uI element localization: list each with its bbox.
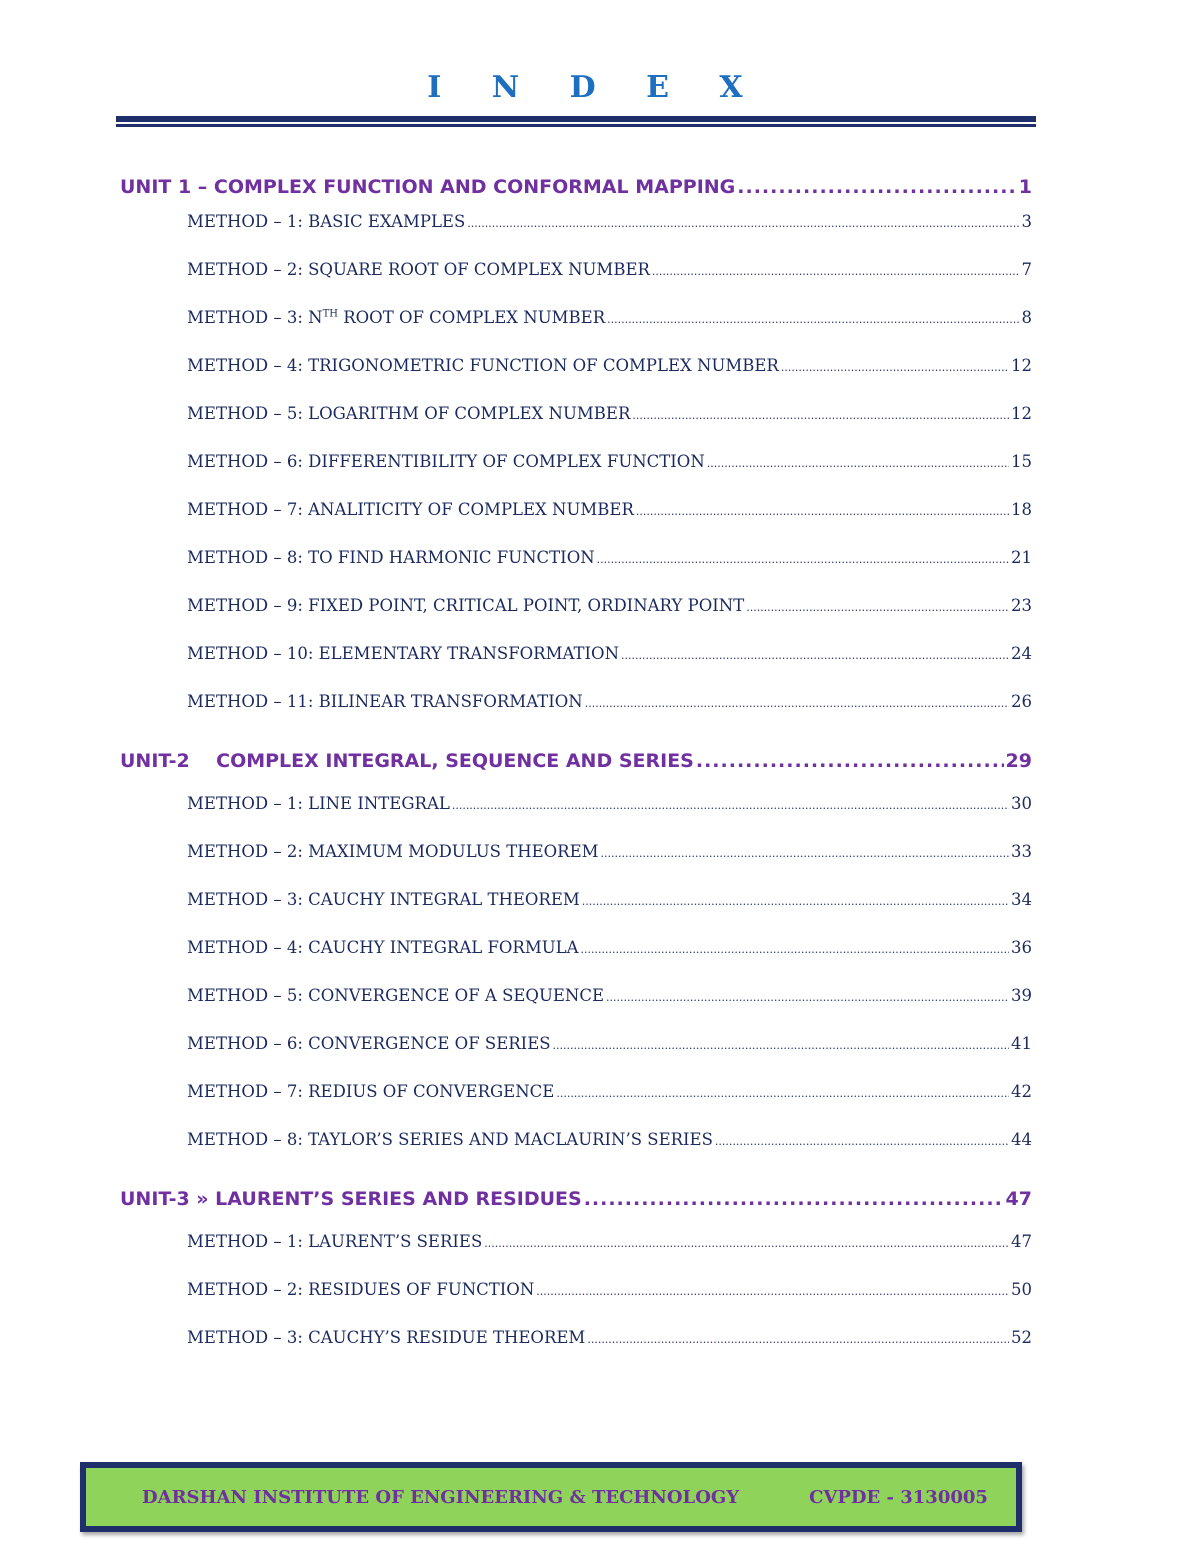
- toc-unit-3[interactable]: [120, 1188, 1032, 1224]
- method-page: 8: [1021, 308, 1032, 327]
- toc-method[interactable]: [187, 1232, 1032, 1280]
- dot-leader: [452, 799, 1009, 812]
- dot-leader: [707, 457, 1009, 470]
- method-title: METHOD – 3: CAUCHY INTEGRAL THEOREM: [187, 890, 580, 909]
- unit-page: 1: [1018, 176, 1032, 198]
- method-page: 23: [1011, 596, 1032, 615]
- method-page: 52: [1011, 1328, 1032, 1347]
- dot-leader: [484, 1237, 1009, 1250]
- dot-leader: [587, 1333, 1009, 1346]
- unit-title: UNIT-2 COMPLEX INTEGRAL, SEQUENCE AND SERIES: [120, 750, 694, 772]
- method-page: 12: [1011, 404, 1032, 423]
- toc-method[interactable]: [187, 938, 1032, 986]
- method-page: 36: [1011, 938, 1032, 957]
- method-title-post: ROOT OF COMPLEX NUMBER: [337, 308, 606, 327]
- method-title: METHOD – 9: FIXED POINT, CRITICAL POINT, ORDINARY POINT: [187, 596, 745, 615]
- method-page: 3: [1021, 212, 1032, 231]
- method-title: METHOD – 11: BILINEAR TRANSFORMATION: [187, 692, 583, 711]
- method-title: METHOD – 6: DIFFERENTIBILITY OF COMPLEX FUNCTION: [187, 452, 705, 471]
- toc-method[interactable]: [187, 1130, 1032, 1178]
- dot-leader: [632, 409, 1009, 422]
- method-page: 41: [1011, 1034, 1032, 1053]
- method-title: METHOD – 4: CAUCHY INTEGRAL FORMULA: [187, 938, 579, 957]
- toc-method[interactable]: [187, 404, 1032, 452]
- toc-method[interactable]: [187, 356, 1032, 404]
- toc-method[interactable]: [187, 1280, 1032, 1328]
- method-page: 39: [1011, 986, 1032, 1005]
- method-title: METHOD – 7: REDIUS OF CONVERGENCE: [187, 1082, 555, 1101]
- footer-institute: DARSHAN INSTITUTE OF ENGINEERING & TECHNOLOGY: [142, 1486, 740, 1508]
- method-title-sup: TH: [322, 308, 338, 320]
- method-title: METHOD – 2: RESIDUES OF FUNCTION: [187, 1280, 535, 1299]
- toc-method[interactable]: [187, 212, 1032, 260]
- dot-leader: [696, 750, 1004, 772]
- method-title: METHOD – 6: CONVERGENCE OF SERIES: [187, 1034, 551, 1053]
- toc-method[interactable]: [187, 260, 1032, 308]
- method-title: METHOD – 3: CAUCHY’S RESIDUE THEOREM: [187, 1328, 586, 1347]
- title-rule-thin: [116, 124, 1036, 127]
- method-title: METHOD – 1: LAURENT’S SERIES: [187, 1232, 483, 1251]
- toc-method[interactable]: [187, 794, 1032, 842]
- dot-leader: [584, 1188, 1004, 1210]
- toc-method[interactable]: [187, 1034, 1032, 1082]
- method-page: 18: [1011, 500, 1032, 519]
- method-page: 50: [1011, 1280, 1032, 1299]
- method-title: METHOD – 5: LOGARITHM OF COMPLEX NUMBER: [187, 404, 631, 423]
- footer-banner-inner: [86, 1468, 1016, 1526]
- dot-leader: [607, 313, 1019, 326]
- dot-leader: [606, 991, 1009, 1004]
- footer-course-code: CVPDE - 3130005: [809, 1486, 988, 1508]
- unit-title: UNIT-3 » LAURENT’S SERIES AND RESIDUES: [120, 1188, 582, 1210]
- toc-unit-2[interactable]: [120, 750, 1032, 786]
- toc-method[interactable]: [187, 548, 1032, 596]
- dot-leader: [636, 505, 1009, 518]
- toc-method[interactable]: [187, 644, 1032, 692]
- dot-leader: [715, 1135, 1009, 1148]
- toc-method[interactable]: [187, 842, 1032, 890]
- toc-method[interactable]: [187, 1082, 1032, 1130]
- method-title: METHOD – 5: CONVERGENCE OF A SEQUENCE: [187, 986, 604, 1005]
- dot-leader: [621, 649, 1009, 662]
- toc-unit-1[interactable]: [120, 176, 1032, 212]
- toc-method[interactable]: [187, 452, 1032, 500]
- dot-leader: [601, 847, 1009, 860]
- method-title: METHOD – 2: SQUARE ROOT OF COMPLEX NUMBER: [187, 260, 650, 279]
- method-page: 7: [1021, 260, 1032, 279]
- dot-leader: [536, 1285, 1009, 1298]
- dot-leader: [467, 217, 1019, 230]
- method-page: 33: [1011, 842, 1032, 861]
- dot-leader: [556, 1087, 1009, 1100]
- unit-page: 29: [1005, 750, 1032, 772]
- unit-title: UNIT 1 – COMPLEX FUNCTION AND CONFORMAL MAPPING: [120, 176, 736, 198]
- toc-method[interactable]: [187, 500, 1032, 548]
- dot-leader: [746, 601, 1009, 614]
- toc-method[interactable]: [187, 890, 1032, 938]
- title-rule-thick: [116, 116, 1036, 122]
- method-page: 44: [1011, 1130, 1032, 1149]
- toc-method[interactable]: [187, 986, 1032, 1034]
- unit-page: 47: [1005, 1188, 1032, 1210]
- dot-leader: [737, 176, 1017, 198]
- dot-leader: [553, 1039, 1009, 1052]
- method-page: 24: [1011, 644, 1032, 663]
- method-title: METHOD – 8: TAYLOR’S SERIES AND MACLAURIN’S SERIES: [187, 1130, 713, 1149]
- method-title: METHOD – 2: MAXIMUM MODULUS THEOREM: [187, 842, 599, 861]
- method-page: 21: [1011, 548, 1032, 567]
- method-title: [187, 308, 605, 327]
- toc-method[interactable]: [187, 596, 1032, 644]
- footer-banner: [80, 1462, 1022, 1532]
- method-title: METHOD – 4: TRIGONOMETRIC FUNCTION OF COMPLEX NUMBER: [187, 356, 779, 375]
- method-title: METHOD – 1: BASIC EXAMPLES: [187, 212, 466, 231]
- method-title: METHOD – 1: LINE INTEGRAL: [187, 794, 450, 813]
- table-of-contents: [120, 176, 1032, 1376]
- dot-leader: [652, 265, 1020, 278]
- method-title: METHOD – 7: ANALITICITY OF COMPLEX NUMBER: [187, 500, 634, 519]
- toc-method[interactable]: [187, 308, 1032, 356]
- method-title: METHOD – 8: TO FIND HARMONIC FUNCTION: [187, 548, 595, 567]
- method-page: 34: [1011, 890, 1032, 909]
- method-page: 47: [1011, 1232, 1032, 1251]
- dot-leader: [581, 943, 1009, 956]
- method-page: 26: [1011, 692, 1032, 711]
- method-page: 30: [1011, 794, 1032, 813]
- toc-method[interactable]: [187, 692, 1032, 740]
- method-page: 42: [1011, 1082, 1032, 1101]
- dot-leader: [585, 697, 1009, 710]
- method-title: METHOD – 10: ELEMENTARY TRANSFORMATION: [187, 644, 620, 663]
- dot-leader: [582, 895, 1009, 908]
- dot-leader: [781, 361, 1009, 374]
- method-page: 15: [1011, 452, 1032, 471]
- method-page: 12: [1011, 356, 1032, 375]
- method-title-pre: METHOD – 3: N: [187, 308, 323, 327]
- page-title: I N D E X: [427, 70, 763, 105]
- dot-leader: [597, 553, 1009, 566]
- toc-method[interactable]: [187, 1328, 1032, 1376]
